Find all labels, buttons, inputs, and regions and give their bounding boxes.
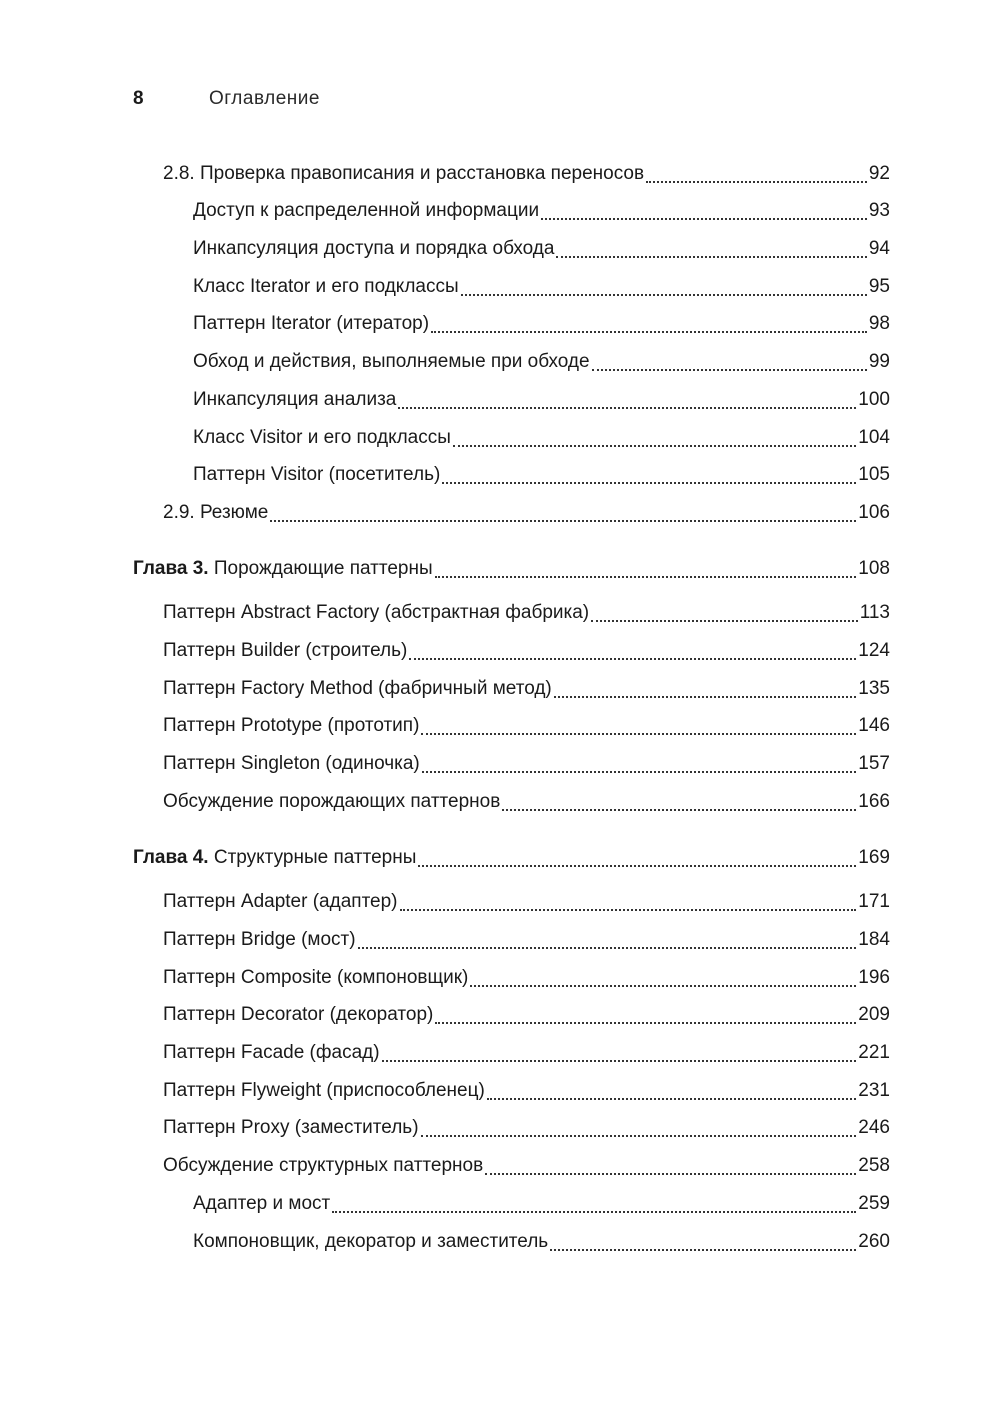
toc-entry-page: 184 (858, 929, 890, 950)
toc-entry (193, 197, 890, 225)
toc-entry (163, 964, 890, 992)
dot-leader (442, 482, 856, 484)
dot-leader (554, 696, 857, 698)
toc-entry-title: Инкапсуляция анализа (193, 389, 397, 410)
dot-leader (646, 181, 867, 183)
toc-entry (193, 310, 890, 338)
toc-entry-page: 166 (858, 791, 890, 812)
dot-leader (502, 809, 856, 811)
toc-entry-title: Паттерн Composite (компоновщик) (163, 967, 469, 988)
toc-entry (163, 1077, 890, 1105)
toc-entry-title (133, 844, 416, 872)
toc-entry-title: Паттерн Iterator (итератор) (193, 313, 430, 334)
toc-entry (163, 499, 890, 527)
toc-entry (193, 1228, 890, 1256)
dot-leader (485, 1173, 856, 1175)
toc-chapter-entry (133, 844, 890, 872)
toc-entry (193, 386, 890, 414)
toc-entry-title: Доступ к распределенной информации (193, 200, 540, 221)
toc-entry-page: 95 (868, 276, 890, 297)
dot-leader (270, 520, 856, 522)
page-number: 8 (133, 88, 144, 109)
toc-entry-page: 260 (858, 1231, 890, 1252)
toc-entry (163, 599, 890, 627)
toc-entry-title: 2.8. Проверка правописания и расстановка переносов (163, 163, 645, 184)
toc-entry-title: Обход и действия, выполняемые при обходе (193, 351, 590, 372)
toc-entry-page: 171 (858, 891, 890, 912)
toc-entry-title (133, 555, 433, 583)
toc-entry-page: 99 (868, 351, 890, 372)
dot-leader (435, 1022, 856, 1024)
toc-entry (193, 235, 890, 263)
toc-entry-title: Класс Visitor и его подклассы (193, 427, 451, 448)
toc-entry-title: Паттерн Proxy (заместитель) (163, 1117, 419, 1138)
chapter-label: Глава 4. (133, 847, 209, 868)
toc-entry (163, 788, 890, 816)
chapter-label: Глава 3. (133, 558, 209, 579)
toc-entry-page: 104 (858, 427, 890, 448)
dot-leader (550, 1249, 856, 1251)
toc-entry-page: 169 (858, 847, 890, 868)
dot-leader (398, 407, 856, 409)
dot-leader (435, 576, 857, 578)
toc-entry-page: 246 (858, 1117, 890, 1138)
toc-entry-title: Паттерн Visitor (посетитель) (193, 464, 441, 485)
toc-entry (163, 1039, 890, 1067)
dot-leader (592, 369, 867, 371)
toc-entry-page: 221 (858, 1042, 890, 1063)
toc-entry (163, 888, 890, 916)
toc-entry-title: Паттерн Adapter (адаптер) (163, 891, 398, 912)
toc-entry-title: 2.9. Резюме (163, 502, 269, 523)
toc-entry (163, 1152, 890, 1180)
toc-entry-title: Инкапсуляция доступа и порядка обхода (193, 238, 555, 259)
dot-leader (358, 947, 857, 949)
toc-entry (163, 637, 890, 665)
toc-entry-page: 209 (858, 1004, 890, 1025)
chapter-title: Структурные паттерны (213, 847, 417, 868)
toc-entry-title: Обсуждение структурных паттернов (163, 1155, 484, 1176)
dot-leader (541, 218, 867, 220)
toc-entry-page: 94 (868, 238, 890, 259)
toc-entry-title: Класс Iterator и его подклассы (193, 276, 459, 297)
toc-entry (163, 1114, 890, 1142)
toc-entry-title: Паттерн Factory Method (фабричный метод) (163, 678, 552, 699)
toc-entry (163, 750, 890, 778)
toc-entry (163, 1001, 890, 1029)
toc-entry-title: Компоновщик, декоратор и заместитель (193, 1231, 549, 1252)
dot-leader (332, 1211, 856, 1213)
toc-entry-title: Паттерн Bridge (мост) (163, 929, 356, 950)
toc-entry-page: 259 (858, 1193, 890, 1214)
toc-entry-title: Паттерн Abstract Factory (абстрактная фабрика) (163, 602, 590, 623)
toc-entry-page: 98 (868, 313, 890, 334)
dot-leader (461, 294, 867, 296)
toc-entry-page: 108 (858, 558, 890, 579)
toc-entry-title: Обсуждение порождающих паттернов (163, 791, 501, 812)
chapter-title: Порождающие паттерны (213, 558, 433, 579)
toc-entry (163, 926, 890, 954)
toc-entry (163, 160, 890, 188)
dot-leader (591, 620, 858, 622)
toc-entry-page: 106 (858, 502, 890, 523)
dot-leader (382, 1060, 857, 1062)
toc-entry-page: 105 (858, 464, 890, 485)
toc-entry-page: 231 (858, 1080, 890, 1101)
toc-chapter-entry (133, 555, 890, 583)
toc-entry-page: 124 (858, 640, 890, 661)
toc-entry-title: Адаптер и мост (193, 1193, 331, 1214)
toc-entry-title: Паттерн Facade (фасад) (163, 1042, 380, 1063)
toc-entry-page: 92 (868, 163, 890, 184)
toc-entry-title: Паттерн Singleton (одиночка) (163, 753, 420, 774)
toc-entry-title: Паттерн Flyweight (приспособленец) (163, 1080, 485, 1101)
dot-leader (409, 658, 856, 660)
toc-entry (163, 712, 890, 740)
dot-leader (453, 445, 856, 447)
dot-leader (431, 331, 867, 333)
toc-entry (163, 675, 890, 703)
dot-leader (421, 1135, 857, 1137)
running-title: Оглавление (209, 88, 320, 109)
dot-leader (418, 865, 856, 867)
toc-entry-title: Паттерн Decorator (декоратор) (163, 1004, 434, 1025)
toc-entry-page: 196 (858, 967, 890, 988)
toc-entry-page: 100 (858, 389, 890, 410)
dot-leader (487, 1098, 856, 1100)
dot-leader (556, 256, 866, 258)
toc-entry-title: Паттерн Prototype (прототип) (163, 715, 420, 736)
dot-leader (422, 771, 857, 773)
dot-leader (470, 985, 856, 987)
toc-entry (193, 273, 890, 301)
toc-entry-page: 113 (859, 602, 890, 623)
toc-entry-page: 135 (858, 678, 890, 699)
dot-leader (400, 909, 857, 911)
toc-entry-page: 157 (858, 753, 890, 774)
toc-entry (193, 461, 890, 489)
toc-entry (193, 424, 890, 452)
toc-entry-page: 146 (858, 715, 890, 736)
toc-entry-page: 258 (858, 1155, 890, 1176)
toc-entry (193, 1190, 890, 1218)
toc-entry-title: Паттерн Builder (строитель) (163, 640, 408, 661)
dot-leader (421, 733, 856, 735)
toc-entry-page: 93 (868, 200, 890, 221)
toc-entry (193, 348, 890, 376)
